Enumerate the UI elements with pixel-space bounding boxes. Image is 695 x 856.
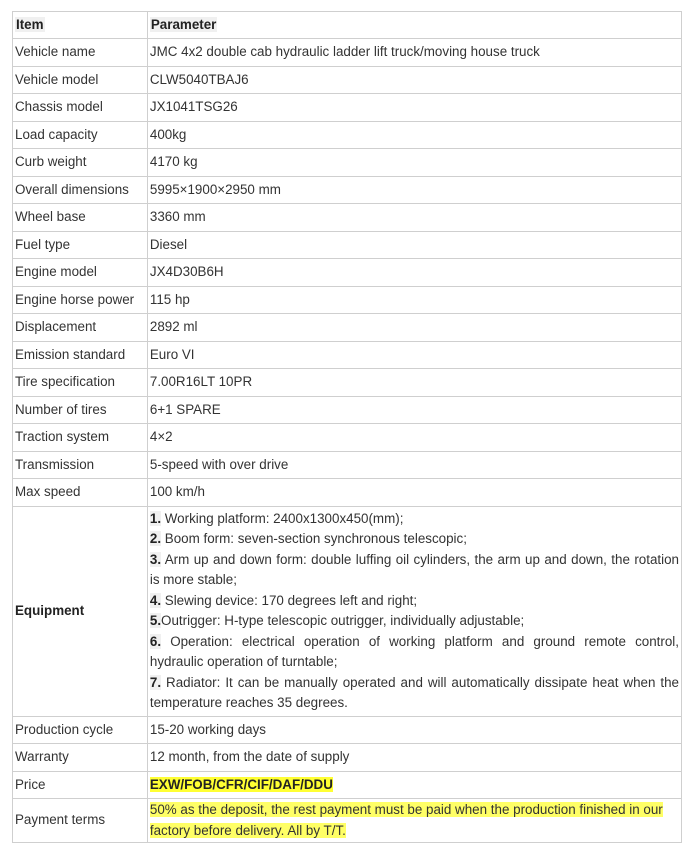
value-text: Euro VI xyxy=(149,346,195,362)
value-text: JX4D30B6H xyxy=(149,264,224,279)
equipment-row xyxy=(13,506,682,716)
table-header-row xyxy=(13,12,682,39)
equipment-item-cell xyxy=(13,506,148,716)
item-cell xyxy=(13,424,148,452)
value-cell xyxy=(147,39,681,67)
header-item-label: Item xyxy=(16,16,44,32)
item-cell xyxy=(13,39,148,67)
value-cell xyxy=(147,259,681,287)
item-label: Warranty xyxy=(15,749,69,764)
equipment-line-number: 3. xyxy=(149,551,162,567)
price-row xyxy=(13,771,682,799)
item-label: Overall dimensions xyxy=(15,181,129,197)
item-cell xyxy=(13,66,148,94)
table-row xyxy=(13,341,682,369)
equipment-line-number: 7. xyxy=(149,674,162,690)
value-cell xyxy=(147,716,681,744)
value-cell xyxy=(147,341,681,369)
item-label: Vehicle name xyxy=(15,44,96,59)
value-cell xyxy=(147,314,681,342)
item-label: Vehicle model xyxy=(15,71,99,87)
value-cell xyxy=(147,66,681,94)
value-cell xyxy=(147,451,681,479)
table-row xyxy=(13,149,682,177)
price-value-cell xyxy=(147,771,681,799)
item-cell xyxy=(13,716,148,744)
item-cell xyxy=(13,94,148,122)
item-label: Transmission xyxy=(15,456,95,472)
value-cell xyxy=(147,424,681,452)
table-row xyxy=(13,204,682,232)
table-row xyxy=(13,66,682,94)
value-cell xyxy=(147,121,681,149)
item-label: Traction system xyxy=(15,429,110,444)
spec-table xyxy=(12,11,682,843)
item-cell xyxy=(13,259,148,287)
item-label: Engine horse power xyxy=(15,291,135,307)
table-row xyxy=(13,286,682,314)
value-text: 7.00R16LT 10PR xyxy=(149,374,253,389)
table-row xyxy=(13,451,682,479)
equipment-line xyxy=(150,591,679,612)
header-parameter-label: Parameter xyxy=(150,16,217,32)
item-label: Chassis model xyxy=(15,99,103,114)
table-row xyxy=(13,121,682,149)
equipment-line-number: 5. xyxy=(149,613,162,628)
table-row xyxy=(13,176,682,204)
equipment-line xyxy=(150,529,679,550)
table-row xyxy=(13,369,682,397)
item-cell xyxy=(13,369,148,397)
equipment-value-cell xyxy=(147,506,681,716)
item-label: Engine model xyxy=(15,264,97,279)
value-text: 3360 mm xyxy=(149,209,206,224)
value-cell xyxy=(147,479,681,507)
value-text: 100 km/h xyxy=(149,484,205,499)
equipment-line-number: 6. xyxy=(149,633,162,649)
payment-row xyxy=(13,799,682,843)
table-row xyxy=(13,424,682,452)
price-terms: EXW/FOB/CFR/CIF/DAF/DDU xyxy=(149,776,333,792)
value-text: 4170 kg xyxy=(149,154,198,169)
payment-terms: 50% as the deposit, the rest payment must be paid when the production finished in our factory before delivery. All by T/T. xyxy=(149,802,663,838)
item-label: Emission standard xyxy=(15,346,126,362)
item-label: Number of tires xyxy=(15,401,107,417)
equipment-line xyxy=(150,611,679,632)
value-cell xyxy=(147,396,681,424)
item-label: Wheel base xyxy=(15,209,86,224)
item-label: Load capacity xyxy=(15,126,98,142)
table-row xyxy=(13,716,682,744)
item-cell xyxy=(13,744,148,772)
value-cell xyxy=(147,94,681,122)
item-label: Tire specification xyxy=(15,374,115,389)
value-cell xyxy=(147,231,681,259)
equipment-line xyxy=(150,673,679,714)
equipment-line-text: Working platform: 2400x1300x450(mm); xyxy=(161,510,404,526)
value-text: 115 hp xyxy=(149,291,190,307)
header-item-cell xyxy=(13,12,148,39)
item-label: Max speed xyxy=(15,484,81,499)
value-cell xyxy=(147,149,681,177)
table-row xyxy=(13,231,682,259)
value-text: 4×2 xyxy=(149,429,173,444)
item-cell xyxy=(13,149,148,177)
item-label: Displacement xyxy=(15,319,97,334)
price-label: Price xyxy=(15,776,46,792)
item-cell xyxy=(13,341,148,369)
value-text: 15-20 working days xyxy=(149,721,266,737)
table-row xyxy=(13,744,682,772)
item-cell xyxy=(13,231,148,259)
table-row xyxy=(13,396,682,424)
value-cell xyxy=(147,204,681,232)
equipment-line-text: Arm up and down form: double luffing oil cylinders, the arm up and down, the rotation is more stable; xyxy=(149,551,679,587)
item-label: Fuel type xyxy=(15,236,71,252)
value-text: 6+1 SPARE xyxy=(149,401,221,417)
item-cell xyxy=(13,121,148,149)
value-text: CLW5040TBAJ6 xyxy=(149,71,249,87)
value-cell xyxy=(147,286,681,314)
equipment-line xyxy=(150,550,679,591)
table-row xyxy=(13,479,682,507)
equipment-line-text: Slewing device: 170 degrees left and right; xyxy=(161,592,418,608)
value-cell xyxy=(147,744,681,772)
value-cell xyxy=(147,176,681,204)
payment-label: Payment terms xyxy=(15,812,106,828)
item-cell xyxy=(13,451,148,479)
table-row xyxy=(13,39,682,67)
item-cell xyxy=(13,176,148,204)
table-row xyxy=(13,94,682,122)
header-parameter-cell xyxy=(147,12,681,39)
item-cell xyxy=(13,286,148,314)
value-text: 12 month, from the date of supply xyxy=(149,749,350,764)
equipment-line-text: Boom form: seven-section synchronous telescopic; xyxy=(161,531,467,546)
value-text: 5995×1900×2950 mm xyxy=(149,181,281,197)
equipment-line-text: Outrigger: H-type telescopic outrigger, individually adjustable; xyxy=(161,613,525,628)
equipment-line-number: 2. xyxy=(149,531,162,546)
table-row xyxy=(13,259,682,287)
value-text: Diesel xyxy=(149,236,188,252)
table-row xyxy=(13,314,682,342)
item-label: Production cycle xyxy=(15,721,114,737)
item-cell xyxy=(13,204,148,232)
value-text: JMC 4x2 double cab hydraulic ladder lift truck/moving house truck xyxy=(149,44,540,59)
value-text: 400kg xyxy=(149,126,187,142)
equipment-line-number: 1. xyxy=(149,510,162,526)
equipment-line xyxy=(150,632,679,673)
equipment-line-text: Operation: electrical operation of working platform and ground remote control, hydraulic operation of turntable; xyxy=(149,633,679,669)
value-cell xyxy=(147,369,681,397)
payment-value-cell xyxy=(147,799,681,843)
item-label: Curb weight xyxy=(15,154,87,169)
equipment-label: Equipment xyxy=(15,602,85,618)
payment-item-cell xyxy=(13,799,148,843)
equipment-line xyxy=(150,509,679,530)
item-cell xyxy=(13,314,148,342)
equipment-line-text: Radiator: It can be manually operated and will automatically dissipate heat when the temperature reaches 35 degrees. xyxy=(149,674,679,710)
item-cell xyxy=(13,479,148,507)
price-item-cell xyxy=(13,771,148,799)
value-text: 2892 ml xyxy=(149,319,198,334)
item-cell xyxy=(13,396,148,424)
value-text: 5-speed with over drive xyxy=(149,456,289,472)
value-text: JX1041TSG26 xyxy=(149,99,238,114)
equipment-line-number: 4. xyxy=(149,592,162,608)
